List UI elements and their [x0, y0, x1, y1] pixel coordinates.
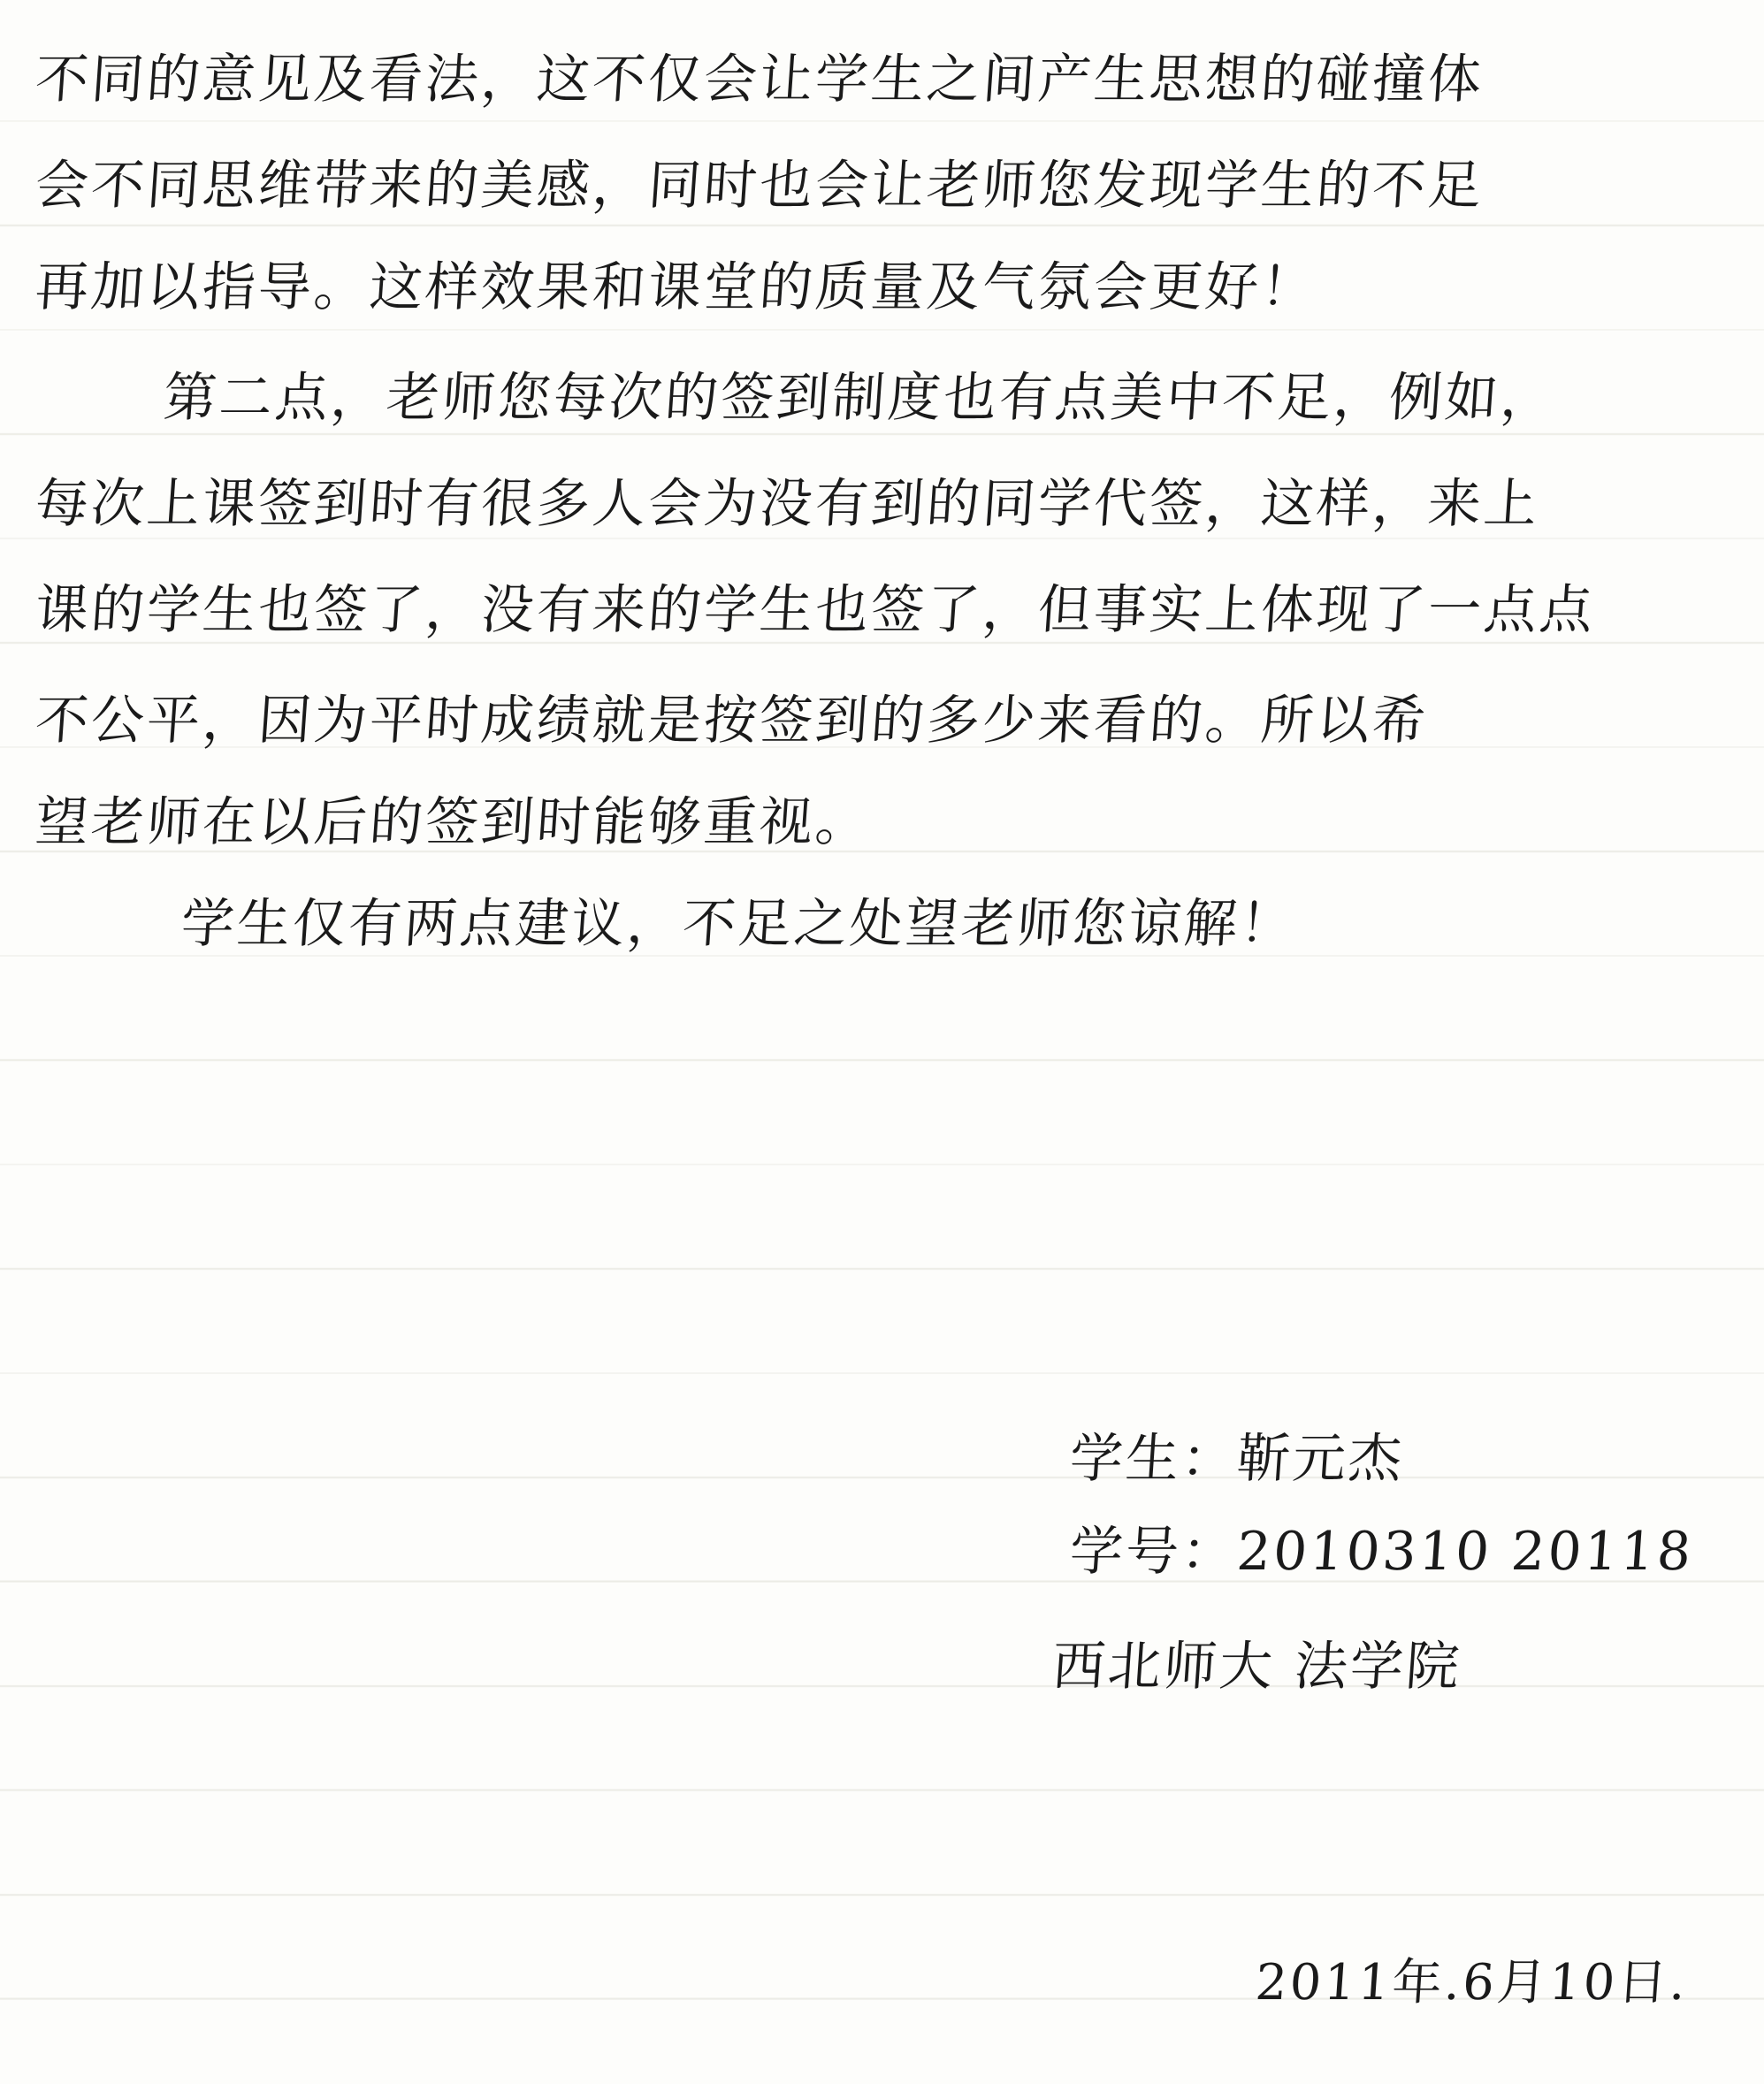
letter-line-7: 不公平，因为平时成绩就是按签到的多少来看的。所以希: [33, 690, 1431, 752]
letter-line-6: 课的学生也签了，没有来的学生也签了，但事实上体现了一点点: [33, 579, 1598, 641]
letter-line-4: 第二点，老师您每次的签到制度也有点美中不足，例如，: [161, 367, 1559, 429]
institution: 西北师大 法学院: [1050, 1636, 1464, 1698]
student-name: 学生：靳元杰: [1067, 1428, 1407, 1490]
letter-line-9: 学生仅有两点建议，不足之处望老师您谅解！: [179, 893, 1298, 955]
letter-line-5: 每次上课签到时有很多人会为没有到的同学代签，这样，来上: [33, 473, 1542, 535]
student-id: 学号：2010310 20118: [1067, 1521, 1696, 1583]
letter-line-3: 再加以指导。这样效果和课堂的质量及气氛会更好！: [33, 256, 1319, 318]
letter-line-2: 会不同思维带来的美感，同时也会让老师您发现学生的不足: [33, 155, 1486, 217]
letter-date: 2011年.6月10日.: [1253, 1954, 1691, 2011]
letter-line-1: 不同的意见及看法，这不仅会让学生之间产生思想的碰撞体: [33, 49, 1486, 111]
letter-line-8: 望老师在以后的签到时能够重视。: [33, 791, 874, 853]
